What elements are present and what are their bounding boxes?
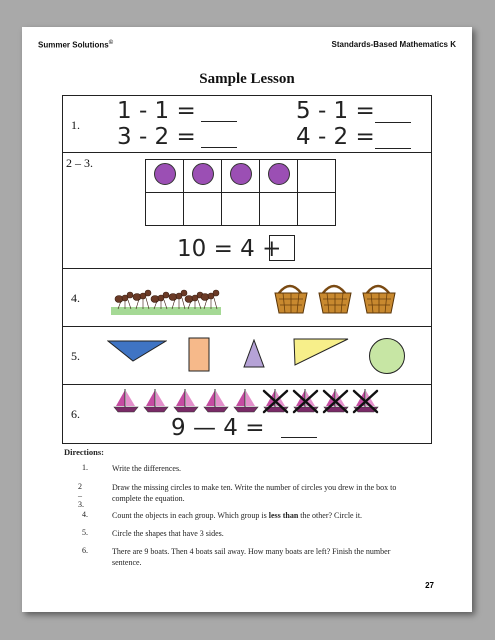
ten-frame-cell[interactable] [260, 160, 298, 193]
ten-frame-cell[interactable] [184, 160, 222, 193]
filled-circle [192, 163, 214, 185]
page-title: Sample Lesson [199, 71, 295, 87]
rectangle-shape[interactable] [188, 337, 210, 373]
row-5 [63, 327, 431, 385]
equation: 1 - 1 = [117, 98, 196, 124]
answer-blank[interactable] [375, 148, 411, 149]
equation: 3 - 2 = [117, 124, 196, 150]
ten-frame-cell[interactable] [146, 193, 184, 226]
ten-frame-cell[interactable] [184, 193, 222, 226]
header-right: Standards-Based Mathematics K [331, 40, 456, 49]
row-1 [63, 96, 431, 153]
filled-circle [230, 163, 252, 185]
row-6 [63, 385, 431, 443]
ten-frame-cell[interactable] [146, 160, 184, 193]
triangle-shape[interactable] [107, 339, 167, 363]
row-4 [63, 269, 431, 327]
ten-frame-cell[interactable] [260, 193, 298, 226]
picnic-basket-icon [275, 286, 395, 313]
equation: 5 - 1 = [296, 98, 375, 124]
page-number: 27 [425, 581, 434, 590]
ten-frame-cell[interactable] [298, 160, 336, 193]
triangle-shape[interactable] [293, 337, 349, 367]
answer-blank[interactable] [201, 121, 237, 122]
header-left: Summer Solutions© [38, 40, 114, 50]
ant-icon [115, 290, 219, 309]
equation: 4 - 2 = [296, 124, 375, 150]
triangle-shape[interactable] [243, 339, 265, 369]
answer-box[interactable] [269, 235, 295, 261]
directions-title: Directions: [64, 447, 104, 457]
answer-blank[interactable] [375, 122, 411, 123]
equation: 9 — 4 = [171, 415, 265, 441]
row-number: 1. [71, 118, 80, 132]
ten-frame-cell[interactable] [222, 160, 260, 193]
answer-blank[interactable] [281, 437, 317, 438]
lesson-table [62, 95, 432, 444]
ten-frame [145, 159, 336, 226]
filled-circle [154, 163, 176, 185]
row-number: 2 – 3. [66, 156, 93, 170]
baskets-group[interactable] [271, 277, 401, 317]
ten-frame-cell[interactable] [222, 193, 260, 226]
filled-circle [268, 163, 290, 185]
circle-shape[interactable] [368, 337, 406, 375]
worksheet-page [22, 27, 472, 612]
row-number: 4. [71, 291, 80, 305]
row-number: 6. [71, 407, 80, 421]
boats-group [111, 388, 381, 414]
answer-blank[interactable] [201, 147, 237, 148]
row-number: 5. [71, 349, 80, 363]
directions: Directions: 1. Write the differences. 2 – 3. Draw the missing circles to make ten. Write the number of circles you drew in the box to complete the equation. 4. Count the objects in each group. Which group is less than the other? Circle it. 5. Circle the shapes that have 3 sides. 6. There are 9 boats. Then 4 boats sail away. How many boats are left? Finish the number sentence. [64, 447, 444, 457]
row-2-3 [63, 153, 431, 269]
ten-frame-cell[interactable] [298, 193, 336, 226]
ants-group[interactable] [111, 279, 221, 317]
equation: 10 = 4 + [177, 236, 282, 262]
